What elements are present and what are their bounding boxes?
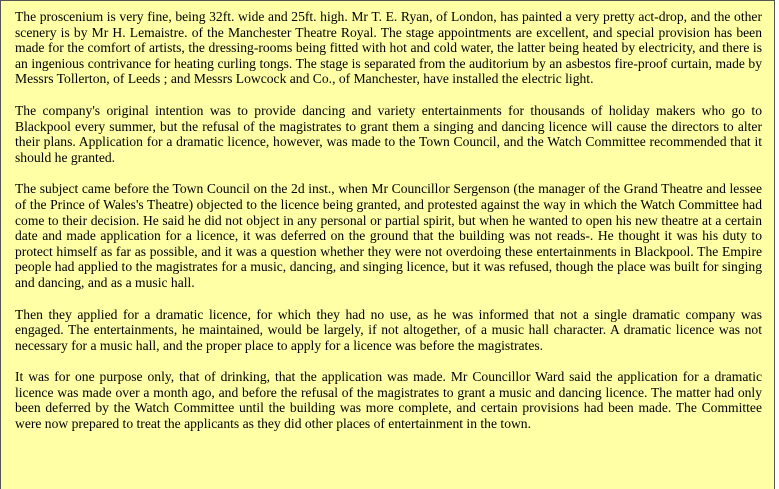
article-paragraph-1: The proscenium is very fine, being 32ft. wide and 25ft. high. Mr T. E. Ryan, of London, has painted a very pretty act-drop, and the other scenery is by Mr H. Lemaistre. of the Manchester Theatre Royal. The stage appointments are excellent, and special provision has been made for the comfort of artists, the dressing-rooms being fitted with hot and cold water, the latter being heated by electricity, and there is an ingenious contrivance for heating curling tongs. The stage is separated from the auditorium by an asbestos fire-proof curtain, made by Messrs Tollerton, of Leeds ; and Messrs Lowcock and Co., of Manchester, have installed the electric light.: [15, 9, 762, 87]
article-paragraph-3: The subject came before the Town Council on the 2d inst., when Mr Councillor Sergenson (the manager of the Grand Theatre and lessee of the Prince of Wales's Theatre) objected to the licence being granted, and protested against the way in which the Watch Committee had come to their decision. He said he did not object in any personal or partial spirit, but when he wanted to open his new theatre at a certain date and made application for a licence, it was deferred on the ground that the building was not reads-. He thought it was his duty to protect himself as far as possible, and it was a question whether they were not overdoing these entertainments in Blackpool. The Empire people had applied to the magistrates for a music, dancing, and singing licence, but it was refused, though the place was built for singing and dancing, and as a music hall.: [15, 181, 762, 290]
article-paragraph-5: It was for one purpose only, that of drinking, that the application was made. Mr Councillor Ward said the application for a dramatic licence was made over a month ago, and before the refusal of the magistrates to grant a music and dancing licence. The matter had only been deferred by the Watch Committee until the building was more complete, and certain provisions had been made. The Committee were now prepared to treat the applicants as they did other places of entertainment in the town.: [15, 369, 762, 432]
article-paragraph-4: Then they applied for a dramatic licence, for which they had no use, as he was informed that not a single dramatic company was engaged. The entertainments, he maintained, would be largely, if not altogether, of a music hall character. A dramatic licence was not necessary for a music hall, and the proper place to apply for a licence was before the magistrates.: [15, 306, 762, 353]
article-paragraph-2: The company's original intention was to provide dancing and variety entertainments for thousands of holiday makers who go to Blackpool every summer, but the refusal of the magistrates to grant them a singing and dancing licence will cause the directors to alter their plans. Application for a dramatic licence, however, was made to the Town Council, and the Watch Committee recommended that it should he granted.: [15, 102, 762, 165]
